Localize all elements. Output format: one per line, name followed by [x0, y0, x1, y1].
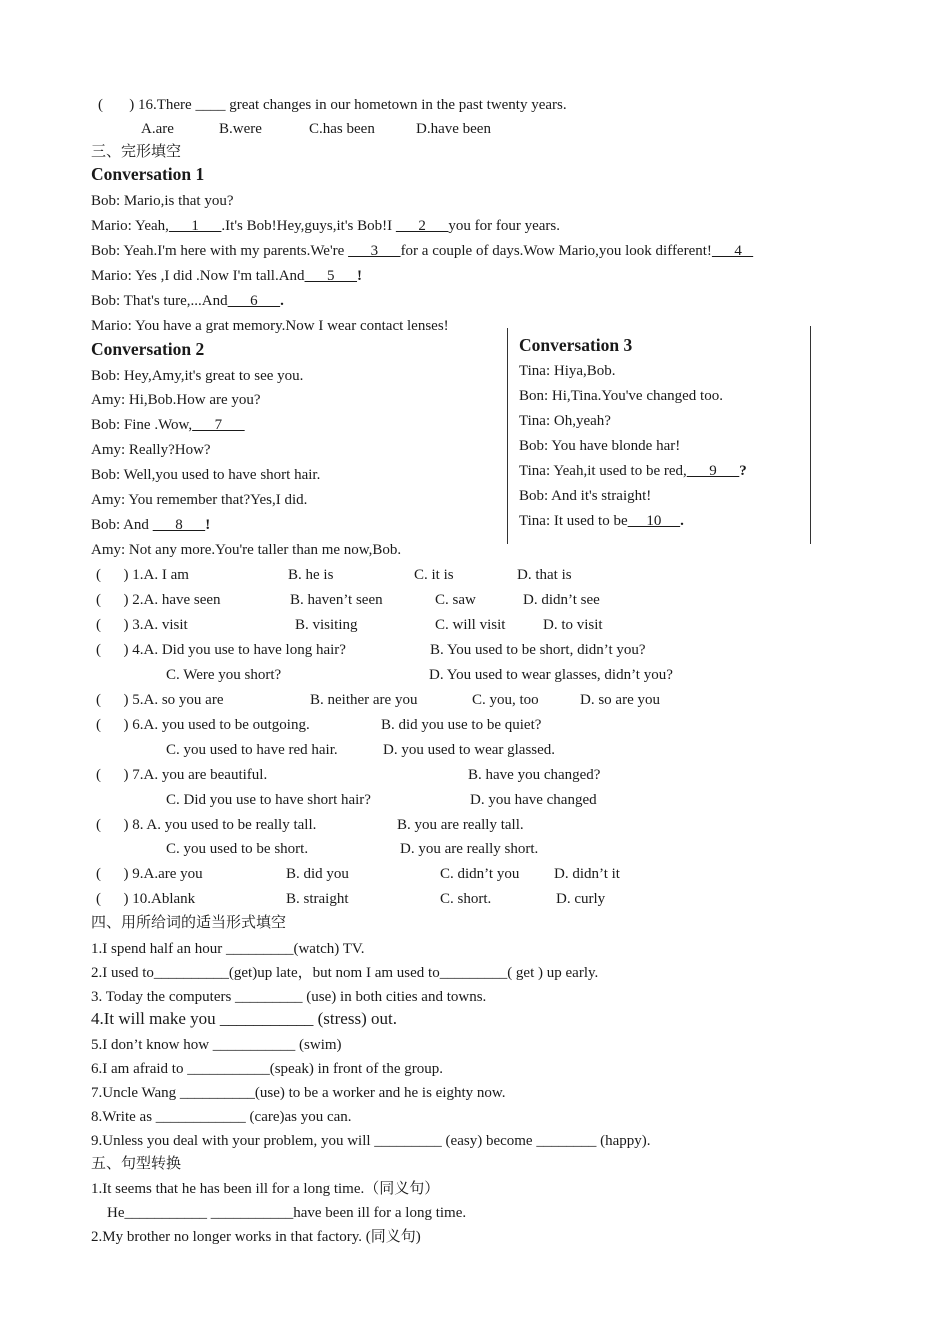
fill-sentence-7: 7.Uncle Wang __________(use) to be a worker and he is eighty now. — [91, 1085, 506, 1101]
blank-4: 4 — [711, 243, 754, 259]
option-2-b: B. haven’t seen — [290, 592, 383, 608]
c1-line-4: Mario: Yes ,I did .Now I'm tall.And 5 ! — [91, 268, 363, 284]
q16-option-a: A.are — [141, 121, 174, 137]
option-2-d: D. didn’t see — [523, 592, 600, 608]
c2-line-8: Amy: Not any more.You're taller than me now,Bob. — [91, 542, 402, 558]
option-6-a: ( ) 6.A. you used to be outgoing. — [96, 717, 310, 733]
c1-line-2: Mario: Yeah, 1 .It's Bob!Hey,guys,it's Bob!I 2 you for four years. — [91, 218, 560, 234]
c2-line-4: Amy: Really?How? — [91, 442, 211, 458]
option-8-a: ( ) 8. A. you used to be really tall. — [96, 817, 317, 833]
option-3-c: C. will visit — [435, 617, 506, 633]
q16-option-b: B.were — [219, 121, 262, 137]
section-transform-heading: 五、句型转换 — [91, 1156, 182, 1172]
blank-3: 3 — [348, 243, 401, 259]
fill-sentence-4: 4.It will make you ___________ (stress) out. — [91, 1009, 397, 1028]
section-cloze-heading: 三、完形填空 — [91, 144, 182, 160]
transform-1-answer: He___________ ___________have been ill for a long time. — [107, 1205, 467, 1221]
option-10-c: C. short. — [440, 891, 492, 907]
blank-5: 5 — [304, 268, 358, 284]
option-4-d: D. You used to wear glasses, didn’t you? — [429, 667, 673, 683]
q16-option-d: D.have been — [416, 121, 491, 137]
blank-9: 9 — [686, 463, 740, 479]
transform-2: 2.My brother no longer works in that factory. (同义句) — [91, 1229, 421, 1245]
blank-6: 6 — [227, 293, 281, 309]
c1-line-3: Bob: Yeah.I'm here with my parents.We're 3 for a couple of days.Wow Mario,you look different! 4 — [91, 243, 754, 259]
option-1-c: C. it is — [414, 567, 454, 583]
option-2-c: C. saw — [435, 592, 476, 608]
option-5-b: B. neither are you — [310, 692, 418, 708]
blank-2: 2 — [395, 218, 449, 234]
conversation-3-left-border — [507, 328, 508, 544]
option-7-c: C. Did you use to have short hair? — [166, 792, 371, 808]
conversation-1-title: Conversation 1 — [91, 164, 205, 184]
c2-line-1: Bob: Hey,Amy,it's great to see you. — [91, 368, 304, 384]
c3-line-2: Bon: Hi,Tina.You've changed too. — [519, 388, 723, 404]
c3-line-6: Bob: And it's straight! — [519, 488, 652, 504]
c2-line-7: Bob: And 8 ! — [91, 517, 211, 533]
c3-line-5: Tina: Yeah,it used to be red, 9 ? — [519, 463, 747, 479]
c3-line-1: Tina: Hiya,Bob. — [519, 363, 616, 379]
c2-line-2: Amy: Hi,Bob.How are you? — [91, 392, 261, 408]
c1-line-5: Bob: That's ture,...And 6 . — [91, 293, 284, 309]
option-8-d: D. you are really short. — [400, 841, 539, 857]
option-10-b: B. straight — [286, 891, 349, 907]
option-7-b: B. have you changed? — [468, 767, 601, 783]
question-16-stem: ( ) 16.There ____ great changes in our hometown in the past twenty years. — [98, 97, 567, 113]
option-1-b: B. he is — [288, 567, 334, 583]
c1-line-1: Bob: Mario,is that you? — [91, 193, 234, 209]
option-10-d: D. curly — [556, 891, 606, 907]
c2-line-3: Bob: Fine .Wow, 7 — [91, 417, 245, 433]
option-6-b: B. did you use to be quiet? — [381, 717, 542, 733]
transform-1: 1.It seems that he has been ill for a long time.（同义句） — [91, 1181, 440, 1197]
blank-1: 1 — [168, 218, 222, 234]
option-7-d: D. you have changed — [470, 792, 597, 808]
option-6-d: D. you used to wear glassed. — [383, 742, 556, 758]
q16-option-c: C.has been — [309, 121, 375, 137]
blank-10: 10 — [627, 513, 681, 529]
fill-sentence-5: 5.I don’t know how ___________ (swim) — [91, 1037, 342, 1053]
option-5-d: D. so are you — [580, 692, 660, 708]
c3-line-3: Tina: Oh,yeah? — [519, 413, 611, 429]
option-9-a: ( ) 9.A.are you — [96, 866, 203, 882]
conversation-2-title: Conversation 2 — [91, 339, 205, 359]
option-4-b: B. You used to be short, didn’t you? — [430, 642, 646, 658]
fill-sentence-3: 3. Today the computers _________ (use) in both cities and towns. — [91, 989, 487, 1005]
c3-line-4: Bob: You have blonde har! — [519, 438, 681, 454]
option-5-a: ( ) 5.A. so you are — [96, 692, 224, 708]
option-7-a: ( ) 7.A. you are beautiful. — [96, 767, 268, 783]
section-fill-heading: 四、用所给词的适当形式填空 — [91, 915, 287, 931]
option-1-a: ( ) 1.A. I am — [96, 567, 189, 583]
fill-sentence-2: 2.I used to__________(get)up late，but nom I am used to_________( get ) up early. — [91, 965, 599, 981]
blank-7: 7 — [192, 417, 245, 433]
option-9-d: D. didn’t it — [554, 866, 620, 882]
option-9-c: C. didn’t you — [440, 866, 520, 882]
option-1-d: D. that is — [517, 567, 572, 583]
option-8-b: B. you are really tall. — [397, 817, 524, 833]
option-3-b: B. visiting — [295, 617, 358, 633]
option-5-c: C. you, too — [472, 692, 539, 708]
c2-line-5: Bob: Well,you used to have short hair. — [91, 467, 321, 483]
fill-sentence-9: 9.Unless you deal with your problem, you will _________ (easy) become ________ (happy). — [91, 1133, 651, 1149]
option-9-b: B. did you — [286, 866, 349, 882]
blank-8: 8 — [152, 517, 206, 533]
option-6-c: C. you used to have red hair. — [166, 742, 338, 758]
option-3-d: D. to visit — [543, 617, 603, 633]
option-2-a: ( ) 2.A. have seen — [96, 592, 221, 608]
fill-sentence-1: 1.I spend half an hour _________(watch) TV. — [91, 941, 365, 957]
conversation-3-right-border — [810, 326, 811, 544]
option-3-a: ( ) 3.A. visit — [96, 617, 188, 633]
c1-line-6: Mario: You have a grat memory.Now I wear contact lenses! — [91, 318, 449, 334]
c3-line-7: Tina: It used to be 10 . — [519, 513, 684, 529]
c2-line-6: Amy: You remember that?Yes,I did. — [91, 492, 308, 508]
fill-sentence-8: 8.Write as ____________ (care)as you can. — [91, 1109, 352, 1125]
option-10-a: ( ) 10.Ablank — [96, 891, 196, 907]
option-4-a: ( ) 4.A. Did you use to have long hair? — [96, 642, 346, 658]
conversation-3-title: Conversation 3 — [519, 335, 633, 355]
option-8-c: C. you used to be short. — [166, 841, 309, 857]
option-4-c: C. Were you short? — [166, 667, 282, 683]
fill-sentence-6: 6.I am afraid to ___________(speak) in front of the group. — [91, 1061, 443, 1077]
